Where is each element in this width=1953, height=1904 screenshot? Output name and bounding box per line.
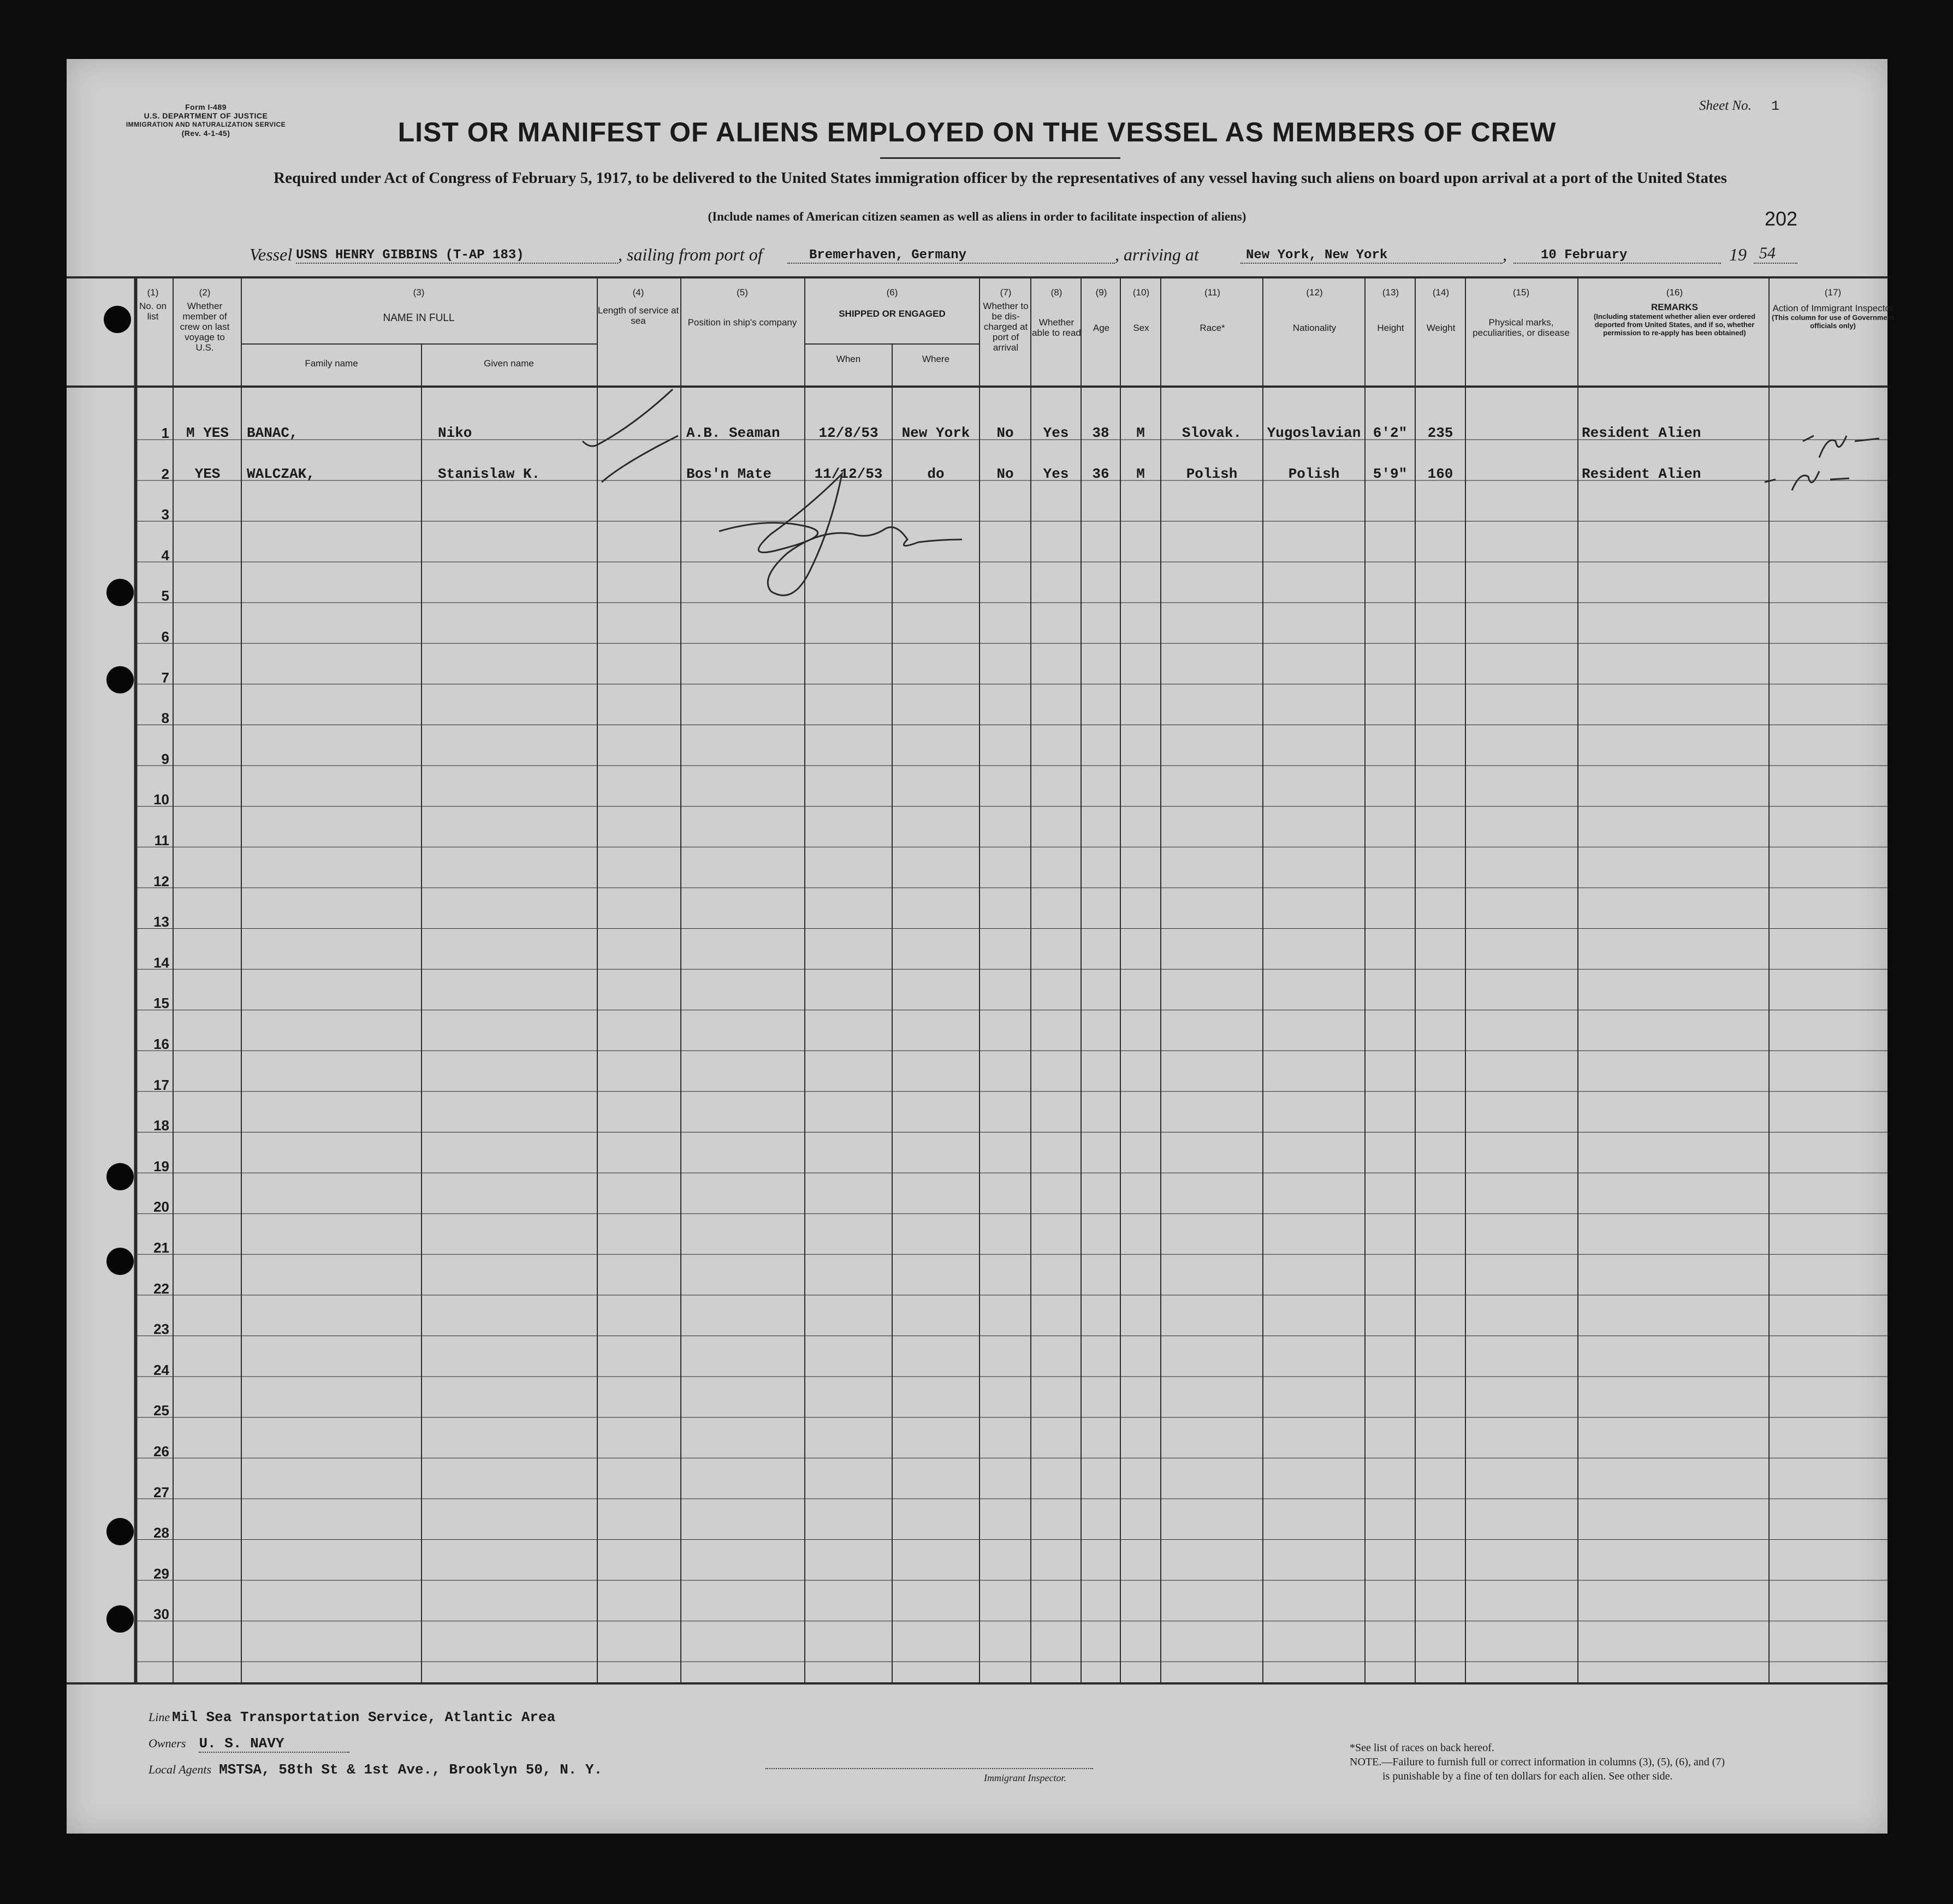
- col12-header: (12) Nationality: [1292, 287, 1337, 333]
- col3-family-header: Family name: [305, 358, 358, 369]
- entry-remarks: Resident Alien: [1582, 425, 1701, 441]
- subtitle: Required under Act of Congress of February 5, 1917, to be delivered to the United States immigration officer by the representatives of any vessel having such aliens on board upon arrival at a port of the United States: [274, 169, 1727, 187]
- entry-weight: 235: [1427, 425, 1453, 441]
- check-mark-1: [583, 389, 673, 446]
- row-number: 8: [161, 710, 169, 727]
- row-number: 2: [161, 465, 169, 482]
- agents-value: MSTSA, 58th St & 1st Ave., Brooklyn 50, N. Y.: [219, 1761, 603, 1778]
- entry-race: Slovak.: [1182, 425, 1242, 441]
- col6-where-header: Where: [922, 354, 950, 364]
- entry-read: Yes: [1043, 425, 1069, 441]
- entry-race: Polish: [1186, 465, 1238, 482]
- arriving-label: , arriving at: [1115, 245, 1199, 264]
- row-number: 23: [153, 1321, 169, 1338]
- date-value: 10 February: [1541, 248, 1628, 263]
- col17-header: (17) Action of Immigrant Inspector (This column for use of Government officials only): [1772, 287, 1894, 330]
- inspector-label: Immigrant Inspector.: [984, 1772, 1066, 1783]
- entry-position: A.B. Seaman: [686, 425, 780, 441]
- form-number: Form I-489: [185, 103, 227, 111]
- year-prefix: 19: [1729, 245, 1747, 264]
- row-number: 5: [161, 588, 169, 604]
- col15-header: (15) Physical marks, peculiarities, or disease: [1473, 287, 1570, 338]
- col3-given-header: Given name: [484, 358, 534, 369]
- year-suffix: 54: [1759, 244, 1776, 262]
- inspector-mark-1: [1803, 436, 1879, 458]
- inspector-mark-2: [1765, 471, 1849, 490]
- entry-when: 11/12/53: [814, 465, 883, 482]
- punch-hole: [106, 666, 134, 693]
- entry-where: do: [927, 465, 945, 482]
- note-penalty-cont: is punishable by a fine of ten dollars for each alien. See other side.: [1382, 1770, 1673, 1782]
- row-number: 27: [153, 1484, 169, 1500]
- col4-header: (4) Length of service at sea: [597, 287, 679, 326]
- row-number: 13: [153, 914, 169, 930]
- punch-hole: [104, 306, 131, 333]
- service: IMMIGRATION AND NATURALIZATION SERVICE: [126, 121, 286, 128]
- page-title: LIST OR MANIFEST OF ALIENS EMPLOYED ON THE VESSEL AS MEMBERS OF CREW: [397, 117, 1557, 147]
- row-number: 20: [153, 1199, 169, 1215]
- signature: [719, 474, 962, 595]
- department: U.S. DEPARTMENT OF JUSTICE: [144, 111, 268, 120]
- row-number: 3: [161, 506, 169, 523]
- revision: (Rev. 4-1-45): [181, 129, 230, 138]
- agents-label: Local Agents: [149, 1763, 212, 1776]
- row-number: 29: [153, 1565, 169, 1582]
- row-number: 14: [153, 954, 169, 971]
- col9-header: (9) Age: [1093, 287, 1110, 333]
- col10-header: (10) Sex: [1132, 287, 1150, 333]
- entry-when: 12/8/53: [818, 425, 878, 441]
- entry-age: 38: [1092, 425, 1109, 441]
- footer-agents: [149, 1761, 602, 1778]
- entry-last-voyage: M YES: [186, 425, 229, 441]
- handwriting-layer: [67, 59, 1887, 1834]
- sailing-label: , sailing from port of: [618, 245, 763, 264]
- punch-hole: [106, 579, 134, 606]
- row-number: 16: [153, 1036, 169, 1052]
- entry-remarks: Resident Alien: [1582, 465, 1701, 482]
- row-number: 11: [154, 832, 169, 849]
- row-number: 15: [153, 995, 169, 1012]
- arriving-value: New York, New York: [1246, 248, 1388, 263]
- entry-nationality: Polish: [1288, 465, 1340, 482]
- sailing-value: Bremerhaven, Germany: [809, 248, 967, 263]
- punch-hole: [106, 1518, 134, 1545]
- row-number: 12: [153, 873, 169, 889]
- row-number: 9: [161, 750, 169, 767]
- col8-header: (8) Whether able to read: [1032, 287, 1081, 338]
- entry-where: New York: [901, 425, 970, 441]
- row-number: 26: [153, 1443, 169, 1460]
- entry-family: WALCZAK,: [247, 465, 315, 482]
- row-number: 28: [153, 1525, 169, 1541]
- note-penalty: NOTE.—Failure to furnish full or correct information in columns (3), (5), (6), and (7): [1350, 1756, 1725, 1768]
- row-number: 1: [161, 425, 169, 441]
- punch-hole: [106, 1163, 134, 1190]
- col13-header: (13) Height: [1377, 287, 1404, 333]
- check-mark-2: [602, 436, 678, 482]
- punch-hole: [106, 1248, 134, 1275]
- entry-read: Yes: [1043, 465, 1069, 482]
- entry-position: Bos'n Mate: [686, 465, 772, 482]
- line-label: Line: [149, 1710, 170, 1724]
- row-number: 30: [153, 1606, 169, 1623]
- entry-given: Stanislaw K.: [438, 465, 541, 482]
- col3-header: (3) NAME IN FULL: [383, 287, 455, 324]
- entry-height: 6'2": [1373, 425, 1408, 441]
- punch-hole: [106, 1605, 134, 1633]
- vessel-value: USNS HENRY GIBBINS (T-AP 183): [296, 248, 524, 263]
- entry-last-voyage: YES: [194, 465, 221, 482]
- col7-header: (7) Whether to be dis-charged at port of arrival: [983, 287, 1029, 353]
- row-number: 17: [153, 1076, 169, 1093]
- row-number: 21: [153, 1239, 169, 1256]
- vessel-label: Vessel: [250, 245, 293, 264]
- entry-age: 36: [1092, 465, 1109, 482]
- col6-when-header: When: [836, 354, 861, 364]
- row-number: 25: [153, 1402, 169, 1419]
- entry-sex: M: [1136, 425, 1145, 441]
- col1-header: (1) No. on list: [139, 287, 167, 322]
- owners-label: Owners: [149, 1736, 186, 1750]
- row-number: 19: [153, 1158, 169, 1175]
- inspector-signature-line: [765, 1768, 1093, 1769]
- row-number: 4: [161, 547, 169, 564]
- col14-header: (14) Weight: [1426, 287, 1456, 333]
- note-races: *See list of races on back hereof.: [1350, 1742, 1494, 1754]
- entry-height: 5'9": [1373, 465, 1408, 482]
- sheet-number-value: 1: [1771, 98, 1780, 114]
- row-number: 6: [161, 628, 169, 645]
- entry-nationality: Yugoslavian: [1267, 425, 1361, 441]
- subtitle-note: (Include names of American citizen seamen as well as aliens in order to facilitate inspection of aliens): [708, 210, 1246, 223]
- manifest-sheet: Form I-489 U.S. DEPARTMENT OF JUSTICE IMMIGRATION AND NATURALIZATION SERVICE (Rev. 4-1-45) Sheet No. 1 LIST OR MANIFEST OF ALIENS EMPLOYED ON THE VESSEL AS MEMBERS OF CREW Required under Act of Congress of February 5, 1917, to be delivered to the United States immigration officer by the representatives of any vessel having such aliens on board upon arrival at a port of the United States (Include names of American citizen seamen as well as aliens in order to facilitate inspection of aliens) 202 Vessel USNS HENRY GIBBINS (T-AP 183) , sailing from port of Bremerhaven, Germany , arriving at New York, New York , 10 February 19 54 (1) No. on list (2) Whether member of crew on last voyage to U.S. (3) NAME IN FULL Family name Given name (4) Length of service at sea (5) Position in ship's company (6) SHIPPED OR ENGAGED When Where (7) Whether to be dis-charged at port of arrival (8) Whether able to read (9) Age (10) Sex (11) Race* (12) Nationality (13) Height (14) Weight (15) Physical marks, peculiarities, or disease (16) REMARKS (Including statement whether alien ever ordered deported from United States, and if so, whether permission to re-apply has been obtained) (17) Action of Immigrant Inspector (This column for use of Government officials only) 1 2 3 4 5 6 7 8 9 10 11 12 13 14 15 16 17 18 19 20 21 22 23 24 25 26 27 28 29 30 M YES BANAC, Niko A.B. Seaman 12/8/53 New York No Yes 38 M Slovak. Yugoslavian 6'2" 235 Resident Alien YES WALCZAK, Stanislaw K. Bos'n Mate 11/12/53 do No Yes 36 M Polish Polish 5'9" 160 Resident Alien Line Mil Sea Transportation Service, Atlantic Area Owners U. S. NAVY Local Agents MSTSA, 58th St & 1st Ave., Brooklyn 50, N. Y. Immigrant Inspector. *See list of races on back hereof. NOTE.—Failure to furnish full or correct information in columns (3), (5), (6), and (7) is punishable by a fine of ten dollars for each alien. See other side.: [67, 59, 1887, 1834]
- entry-family: BANAC,: [247, 425, 298, 441]
- entry-weight: 160: [1427, 465, 1453, 482]
- sheet-number-label: Sheet No.: [1699, 98, 1752, 113]
- row-number: 22: [153, 1280, 169, 1297]
- row-number: 7: [161, 669, 169, 686]
- col5-header: (5) Position in ship's company: [687, 287, 797, 328]
- owners-value: U. S. NAVY: [199, 1735, 349, 1753]
- line-value: Mil Sea Transportation Service, Atlantic Area: [172, 1709, 556, 1725]
- entry-discharged: No: [996, 465, 1014, 482]
- entry-given: Niko: [438, 425, 472, 441]
- row-number: 10: [153, 791, 169, 808]
- entry-sex: M: [1136, 465, 1145, 482]
- footer-line: [149, 1709, 555, 1725]
- col6-header: (6) SHIPPED OR ENGAGED: [839, 287, 946, 319]
- col2-header: (2) Whether member of crew on last voyage to U.S.: [180, 287, 230, 353]
- entry-discharged: No: [996, 425, 1014, 441]
- footer-notes: [1350, 1741, 1841, 1783]
- stamp-number: 202: [1765, 207, 1798, 230]
- footer-owners: [149, 1735, 349, 1752]
- row-number: 18: [153, 1117, 169, 1134]
- col11-header: (11) Race*: [1200, 287, 1225, 333]
- col16-header: (16) REMARKS (Including statement whether alien ever ordered deported from United States, and if so, whether permission to re-apply has been obtained): [1593, 287, 1756, 337]
- row-number: 24: [153, 1361, 169, 1378]
